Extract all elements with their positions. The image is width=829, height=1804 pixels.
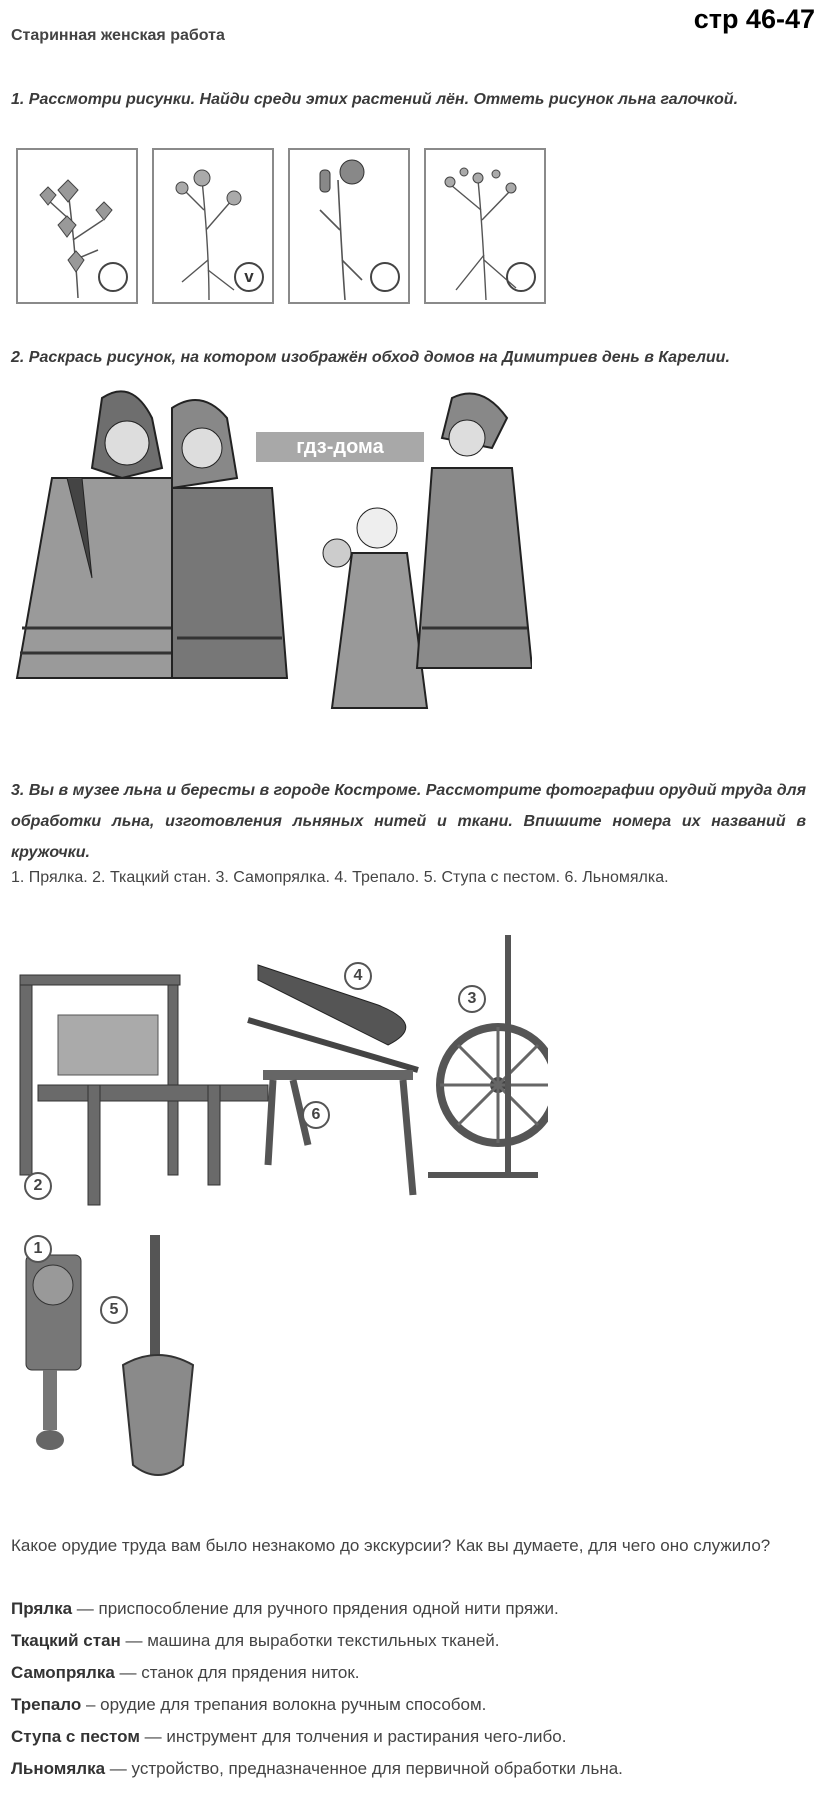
- tool-number-circle[interactable]: 2: [24, 1172, 52, 1200]
- definition-term: Ступа с пестом: [11, 1727, 140, 1746]
- question-text: Какое орудие труда вам было незнакомо до экскурсии? Как вы думаете, для чего оно служило?: [11, 1536, 771, 1555]
- tool-number-circle[interactable]: 6: [302, 1101, 330, 1129]
- definition-term: Самопрялка: [11, 1663, 115, 1682]
- definition-text: — станок для прядения ниток.: [114, 1663, 360, 1682]
- definition-item: [11, 1631, 499, 1651]
- definition-text: — приспособление для ручного прядения одной нити пряжи.: [72, 1599, 559, 1618]
- task-1-text: 1. Рассмотри рисунки. Найди среди этих растений лён. Отметь рисунок льна галочкой.: [11, 91, 739, 108]
- definition-item: [11, 1695, 486, 1715]
- tools-photos: [18, 935, 548, 1495]
- plant-image-4: [424, 148, 546, 304]
- page-number: стр 46-47: [693, 4, 815, 34]
- definition-term: Трепало: [11, 1695, 82, 1714]
- definition-item: [11, 1599, 559, 1619]
- tools-drawing: [18, 935, 548, 1495]
- definition-text: — устройство, предназначенное для первичной обработки льна.: [105, 1759, 623, 1778]
- page-title: Старинная женская работа: [11, 27, 225, 44]
- tool-number-circle[interactable]: 1: [24, 1235, 52, 1263]
- definition-term: Прялка: [11, 1599, 73, 1618]
- definition-item: [11, 1663, 360, 1683]
- definition-term: Льномялка: [11, 1759, 106, 1778]
- definition-text: – орудие для трепания волокна ручным способом.: [81, 1695, 487, 1714]
- definition-item: [11, 1759, 623, 1779]
- tool-number-circle[interactable]: 3: [458, 985, 486, 1013]
- task-3-text: 3. Вы в музее льна и бересты в городе Костроме. Рассмотрите фотографии орудий труда для обработки льна, изготовления льняных нитей и ткани. Впишите номера их названий в кружочки.: [11, 782, 806, 861]
- plant-image-2: [152, 148, 274, 304]
- checkbox-circle[interactable]: [506, 262, 536, 292]
- definition-item: [11, 1727, 566, 1747]
- watermark: гдз-дома: [256, 432, 424, 462]
- task-2-text: 2. Раскрась рисунок, на котором изображён обход домов на Димитриев день в Карелии.: [11, 349, 730, 366]
- tool-number-circle[interactable]: 4: [344, 962, 372, 990]
- plant-image-1: [16, 148, 138, 304]
- definition-text: — машина для выработки текстильных тканей.: [120, 1631, 500, 1650]
- plant-image-3: [288, 148, 410, 304]
- checkbox-circle[interactable]: v: [234, 262, 264, 292]
- tool-number-circle[interactable]: 5: [100, 1296, 128, 1324]
- definition-term: Ткацкий стан: [11, 1631, 121, 1650]
- checkbox-circle[interactable]: [98, 262, 128, 292]
- definition-text: — инструмент для толчения и растирания чего-либо.: [139, 1727, 567, 1746]
- tools-list: 1. Прялка. 2. Ткацкий стан. 3. Самопрялка. 4. Трепало. 5. Ступа с пестом. 6. Льномялка.: [11, 869, 669, 886]
- checkbox-circle[interactable]: [370, 262, 400, 292]
